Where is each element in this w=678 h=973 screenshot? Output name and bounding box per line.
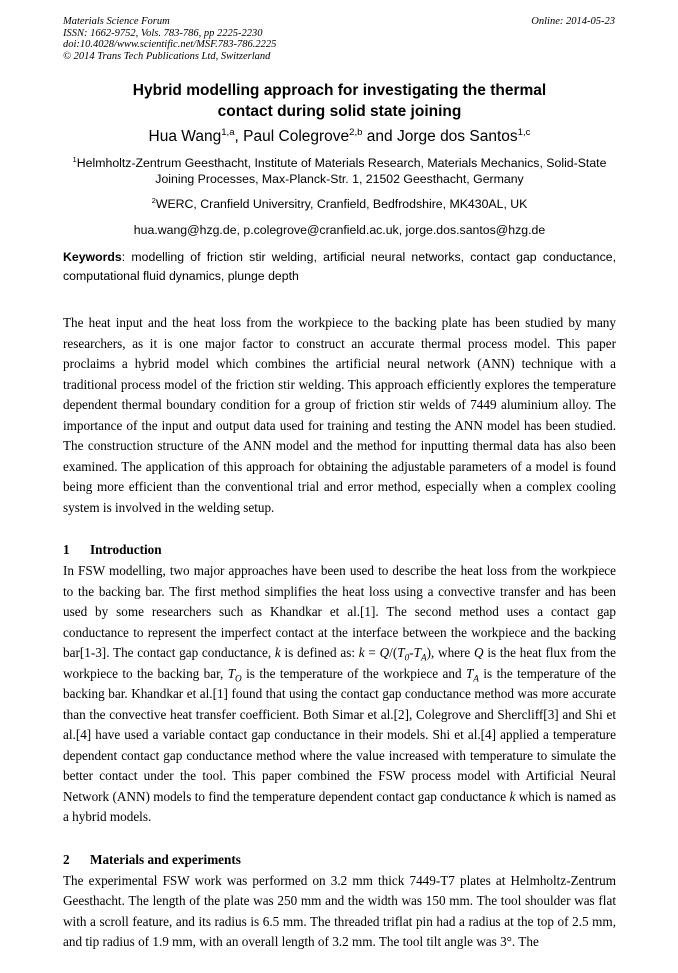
- section-heading-introduction: 1 Introduction: [63, 542, 162, 557]
- author: Jorge dos Santos$^{1,c}$: [396, 126, 531, 145]
- affiliation-1: $^1$Helmholtz-Zentrum Geesthacht, Institute of Materials Research, Materials Mechanics, Solid-State Joining Processes, Max-Planck-Str. 1, 21502 Geesthacht, Germany: [72, 154, 607, 186]
- text-segment: k: [274, 645, 281, 660]
- affiliation-2: $^2$WERC, Cranfield Universitry, Cranfield, Bedfrodshire, MK430AL, UK: [151, 195, 528, 211]
- keywords: Keywords: modelling of friction stir welding, artificial neural networks, contact gap conductance, computational fluid dynamics, plunge depth: [63, 250, 616, 283]
- text-segment: Q: [379, 645, 390, 660]
- author: Hua Wang$^{1,a}$,: [148, 126, 244, 145]
- introduction-paragraph: [63, 561, 616, 828]
- materials-paragraph: The experimental FSW work was performed on 3.2 mm thick 7449-T7 plates at Helmholtz-Zentrum Geesthacht. The length of the plate was 250 mm and the width was 150 mm. The tool shoulder was flat with a scroll feature, and its radius is 6.5 mm. The threaded triflat pin had a radius at the top of 2.5 mm, and tip radius of 1.9 mm, with an overall length of 3.2 mm. The tool tilt angle was 3°. The: [63, 872, 616, 949]
- text-segment: ), where: [426, 645, 475, 660]
- text-segment: A: [420, 652, 427, 663]
- title-line-2: contact during solid state joining: [217, 103, 462, 120]
- text-segment: In FSW modelling, two major approaches have been used to describe the heat loss from the workpiece to the backing bar. The first method simplifies the heat loss using a convective transfer and has been used by some researchers such as Khandkar et al.[1]. The second method uses a contact gap conductance to represent the imperfect contact at the interface between the workpiece and the backing bar[1-3]. The contact gap conductance,: [63, 563, 616, 660]
- abstract: The heat input and the heat loss from the workpiece to the backing plate has been studied by many researchers, as it is one major factor to construct an accurate thermal process model. This paper proclaims a hybrid model which combines the artificial neural network (ANN) technique with a traditional process model of the friction stir welding. This approach efficiently explores the temperature dependent thermal boundary condition for a group of friction stir welds of 7449 aluminium alloy. The importance of the input and output data used for training and testing the ANN model has been studied. The construction structure of the ANN model and the method for inputting thermal data has also been examined. The application of this approach for obtaining the adjustable parameters of a model is found being more efficient than the conventional trial and error method, especially when a complex cooling system is involved in the welding setup.: [63, 315, 616, 515]
- text-segment: T: [413, 645, 421, 660]
- paper-title: [40, 80, 639, 122]
- authors: [40, 127, 639, 147]
- online-date: Online: 2014-05-23: [531, 16, 615, 27]
- text-segment: is the heat flux from the workpiece to the backing bar,: [63, 645, 617, 681]
- text-segment: O: [235, 673, 242, 684]
- text-segment: -: [409, 645, 414, 660]
- title-line-1: Hybrid modelling approach for investigating the thermal: [132, 82, 547, 99]
- text-segment: =: [364, 645, 380, 660]
- text-segment: T: [465, 665, 474, 681]
- doi: doi:10.4028/www.scientific.net/MSF.783-786.2225: [63, 39, 277, 51]
- text-segment: is the temperature of the workpiece and: [241, 665, 466, 681]
- text-segment: k: [509, 788, 516, 804]
- author: Paul Colegrove$^{2,b}$ and: [243, 126, 397, 145]
- emails: hua.wang@hzg.de, p.colegrove@cranfield.ac.uk, jorge.dos.santos@hzg.de: [133, 223, 546, 237]
- text-segment: /(: [389, 645, 398, 660]
- text-segment: 0: [404, 652, 410, 663]
- text-segment: A: [473, 673, 479, 684]
- text-segment: T: [397, 645, 405, 660]
- copyright: © 2014 Trans Tech Publications Ltd, Switzerland: [63, 50, 271, 62]
- text-segment: is the temperature of the backing bar. Khandkar et al.[1] found that using the contact gap conductance method was more accurate than the convective heat transfer coefficient. Both Simar et al.[2], Colegrove and Shercliff[3] and Shi et al.[4] have used a variable contact gap conductance in their models. Shi et al.[4] applied a temperature dependent contact gap conductance method where the value increased with temperature to simulate the better contact under the tool. This paper combined the FSW process model with Artificial Neural Network (ANN) models to find the temperature dependent contact gap conductance: [63, 665, 616, 804]
- section-heading-materials: 2 Materials and experiments: [63, 851, 241, 867]
- text-segment: T: [227, 665, 236, 681]
- text-segment: k: [358, 645, 365, 660]
- text-segment: which is named as a hybrid models.: [63, 788, 616, 824]
- issn: ISSN: 1662-9752, Vols. 783-786, pp 2225-2230: [63, 27, 263, 39]
- text-segment: is defined as:: [280, 645, 359, 660]
- text-segment: Q: [474, 645, 484, 660]
- journal-name: Materials Science Forum: [63, 16, 170, 27]
